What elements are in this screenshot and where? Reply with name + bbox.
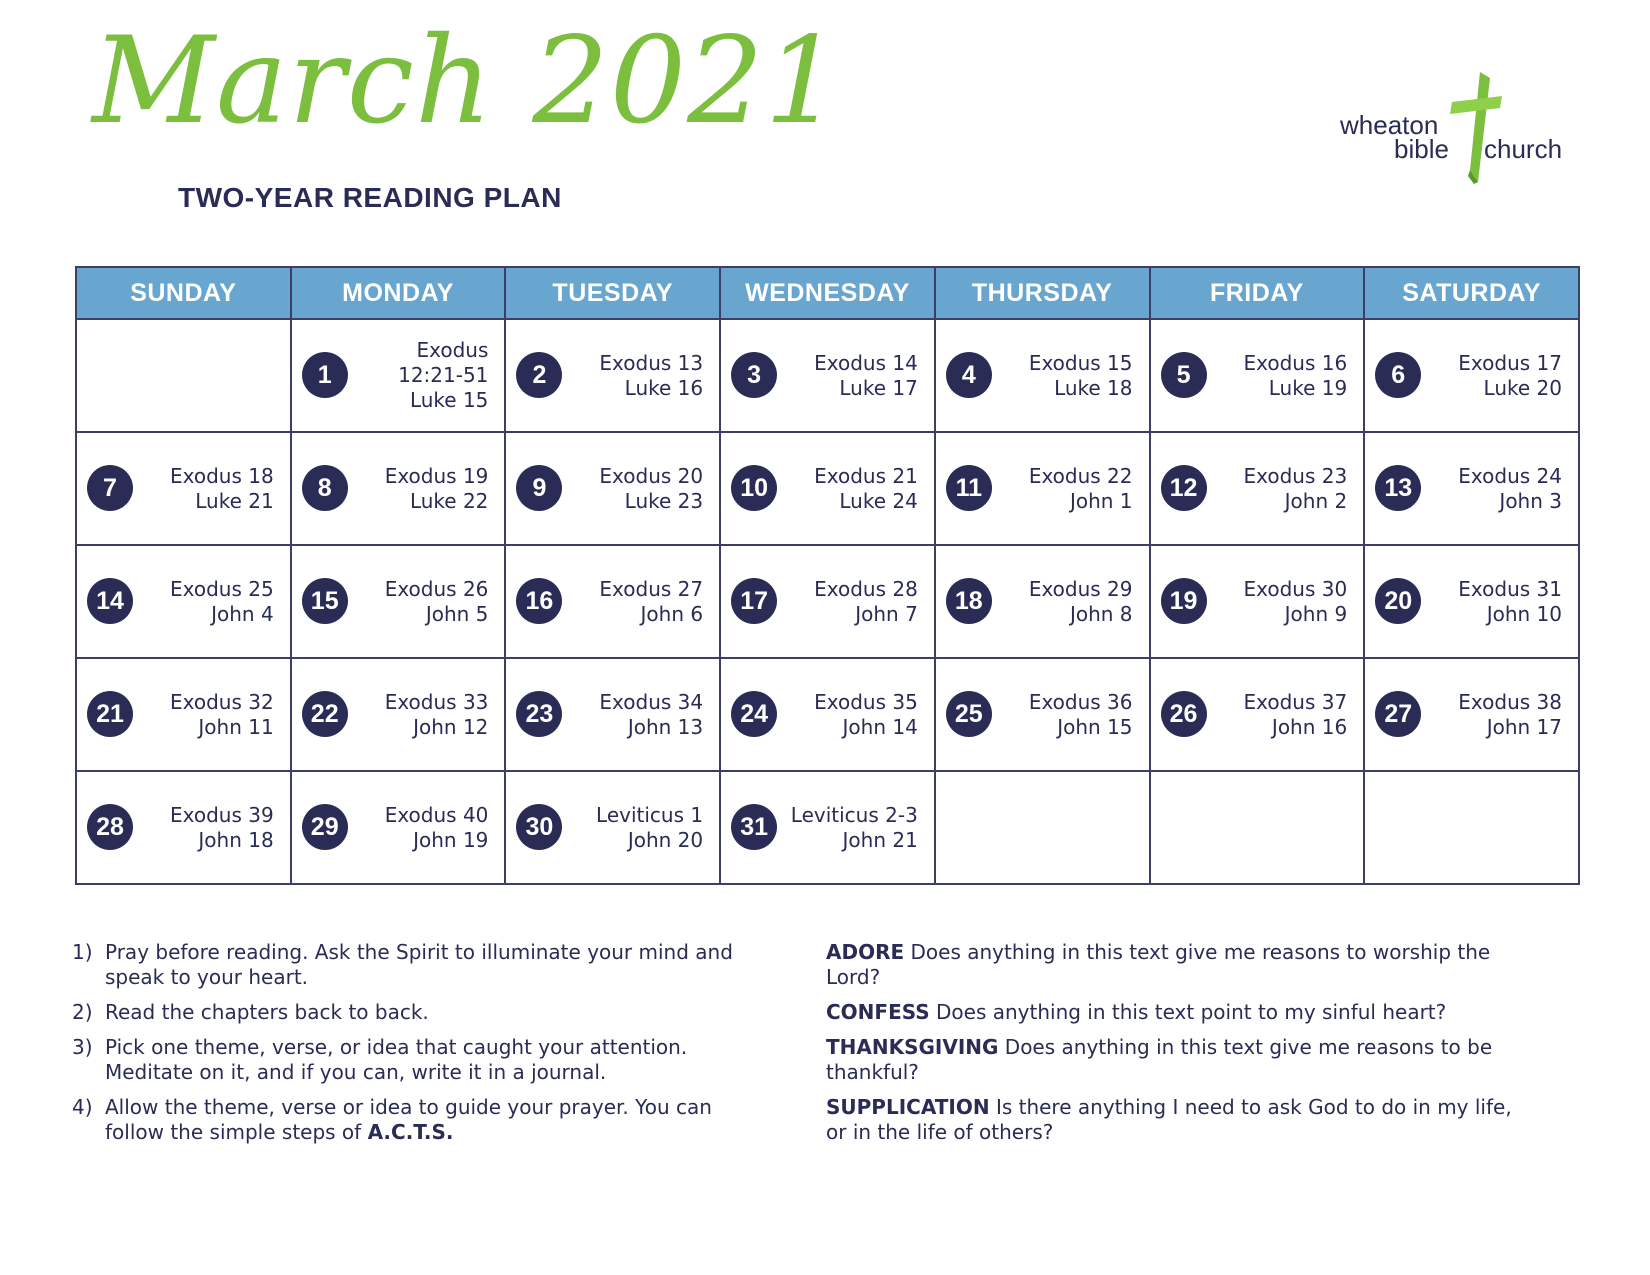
reading-line: Exodus 14: [814, 350, 918, 375]
reading-assignment: [553, 320, 703, 431]
reading-line: Exodus 21: [814, 463, 918, 488]
calendar-day-cell: [291, 319, 506, 432]
weekday-header-monday: MONDAY: [291, 267, 506, 319]
reading-line: Exodus 27: [599, 576, 704, 601]
day-number-badge: 14: [87, 578, 133, 624]
reading-assignment: [124, 659, 274, 770]
logo-word-wheaton: wheaton: [1340, 110, 1439, 140]
reading-line: Exodus 30: [1243, 576, 1348, 601]
reading-line: John 10: [1486, 601, 1562, 626]
reading-line: Luke 15: [409, 388, 489, 412]
reading-assignment: [1197, 433, 1347, 544]
reading-line: Luke 23: [624, 488, 704, 513]
reading-line: Exodus 39: [170, 802, 274, 827]
calendar-day-cell: [720, 319, 935, 432]
reading-assignment: [553, 433, 703, 544]
reading-line: Exodus 28: [814, 576, 918, 601]
calendar-day-cell: [505, 432, 720, 545]
reading-line: John 13: [627, 714, 704, 739]
reading-line: John 9: [1284, 601, 1348, 626]
reading-line: John 14: [842, 714, 918, 739]
reading-line: Leviticus 2-3: [790, 802, 918, 827]
day-number-badge: 11: [946, 465, 992, 511]
reading-line: Exodus 29: [1028, 576, 1133, 601]
reading-line: Exodus 37: [1243, 689, 1348, 714]
weekday-header-friday: FRIDAY: [1150, 267, 1365, 319]
reading-line: Exodus 16: [1243, 350, 1348, 375]
day-number-badge: 4: [946, 352, 992, 398]
weekday-header-wednesday: WEDNESDAY: [720, 267, 935, 319]
calendar-day-cell: [1364, 658, 1579, 771]
acts-item-confess: CONFESS Does anything in this text point to my sinful heart?: [826, 1000, 1447, 1024]
day-number-badge: 12: [1161, 465, 1207, 511]
day-number-badge: 18: [946, 578, 992, 624]
reading-assignment: [1412, 433, 1562, 544]
calendar-day-cell: [291, 432, 506, 545]
weekday-header-thursday: THURSDAY: [935, 267, 1150, 319]
reading-assignment: [1197, 659, 1347, 770]
reading-line: Exodus 19: [384, 463, 489, 488]
day-number-badge: 6: [1375, 352, 1421, 398]
reading-assignment: [338, 320, 488, 431]
reading-assignment: [983, 320, 1133, 431]
calendar-day-cell: [505, 319, 720, 432]
day-number-badge: 10: [731, 465, 777, 511]
weekday-header-saturday: SATURDAY: [1364, 267, 1579, 319]
reading-assignment: [1412, 320, 1562, 431]
calendar-day-cell: [1150, 319, 1365, 432]
day-number-badge: 28: [87, 804, 133, 850]
calendar-body: [76, 319, 1579, 884]
acts-item-adore: ADORE Does anything in this text give me reasons to worship the Lord?: [826, 940, 1491, 989]
day-number-badge: 5: [1161, 352, 1207, 398]
calendar-day-cell: [291, 545, 506, 658]
reading-assignment: [768, 772, 918, 883]
instruction-item: 2) Read the chapters back to back.: [72, 1000, 429, 1024]
acts-item-thanksgiving: THANKSGIVING Does anything in this text give me reasons to be thankful?: [826, 1035, 1493, 1084]
reading-line: Exodus: [416, 338, 489, 362]
reading-assignment: [1197, 546, 1347, 657]
calendar-day-cell: [76, 771, 291, 884]
reading-line: Exodus 35: [814, 689, 918, 714]
calendar-day-cell: [76, 432, 291, 545]
reading-assignment: [983, 659, 1133, 770]
reading-line: Exodus 32: [170, 689, 274, 714]
day-number-badge: 27: [1375, 691, 1421, 737]
page-title: March 2021: [92, 12, 842, 151]
calendar-empty-cell: [76, 319, 291, 432]
reading-line: Exodus 33: [384, 689, 489, 714]
reading-assignment: [338, 659, 488, 770]
calendar-day-cell: [505, 545, 720, 658]
day-number-badge: 23: [516, 691, 562, 737]
calendar-week-row: [76, 432, 1579, 545]
day-number-badge: 2: [516, 352, 562, 398]
reading-line: Leviticus 1: [596, 802, 704, 827]
acts-item-supplication: SUPPLICATION Is there anything I need to ask God to do in my life, or in the life of others?: [826, 1095, 1512, 1144]
reading-line: John 5: [425, 601, 489, 626]
calendar-day-cell: [76, 545, 291, 658]
reading-line: Exodus 24: [1458, 463, 1562, 488]
day-number-badge: 31: [731, 804, 777, 850]
reading-assignment: [1197, 320, 1347, 431]
calendar-day-cell: [1364, 319, 1579, 432]
calendar-empty-cell: [1150, 771, 1365, 884]
calendar-day-cell: [291, 658, 506, 771]
reading-assignment: [768, 433, 918, 544]
reading-assignment: [338, 433, 488, 544]
reading-line: Exodus 31: [1458, 576, 1562, 601]
day-number-badge: 21: [87, 691, 133, 737]
reading-assignment: [1412, 659, 1562, 770]
reading-assignment: [124, 546, 274, 657]
reading-assignment: [124, 772, 274, 883]
day-number-badge: 25: [946, 691, 992, 737]
reading-line: John 1: [1069, 488, 1133, 513]
reading-line: Exodus 23: [1243, 463, 1348, 488]
church-logo: [1340, 64, 1595, 194]
weekday-header-tuesday: TUESDAY: [505, 267, 720, 319]
reading-assignment: [124, 433, 274, 544]
weekday-header-sunday: SUNDAY: [76, 267, 291, 319]
reading-assignment: [338, 546, 488, 657]
reading-line: John 11: [198, 714, 274, 739]
reading-assignment: [553, 546, 703, 657]
calendar-day-cell: [720, 658, 935, 771]
reading-line: 12:21-51: [398, 363, 489, 387]
reading-assignment: [338, 772, 488, 883]
day-number-badge: 9: [516, 465, 562, 511]
reading-line: John 19: [413, 827, 489, 852]
calendar-day-cell: [935, 658, 1150, 771]
logo-word-bible: bible: [1394, 134, 1449, 164]
day-number-badge: 19: [1161, 578, 1207, 624]
reading-line: Exodus 18: [170, 463, 274, 488]
reading-line: John 12: [413, 714, 489, 739]
calendar-week-row: [76, 658, 1579, 771]
reading-line: John 16: [1271, 714, 1348, 739]
reading-line: John 15: [1057, 714, 1133, 739]
calendar-day-cell: [935, 545, 1150, 658]
reading-line: Exodus 22: [1028, 463, 1133, 488]
reading-line: John 21: [842, 827, 918, 852]
reading-line: John 18: [198, 827, 274, 852]
acts-acronym: A.C.T.S.: [367, 1120, 454, 1144]
instruction-item: 4) Allow the theme, verse or idea to guide your prayer. You can follow the simple steps of A.C.T.S.: [72, 1095, 712, 1144]
reading-assignment: [983, 433, 1133, 544]
reading-line: John 8: [1069, 601, 1133, 626]
reading-line: Exodus 34: [599, 689, 704, 714]
day-number-badge: 30: [516, 804, 562, 850]
logo-word-church: church: [1484, 134, 1563, 164]
reading-line: Exodus 40: [384, 802, 489, 827]
reading-line: John 6: [640, 601, 704, 626]
weekday-header-row: [76, 267, 1579, 319]
reading-line: Exodus 15: [1028, 350, 1133, 375]
calendar-day-cell: [1150, 432, 1365, 545]
reading-assignment: [983, 546, 1133, 657]
day-number-badge: 29: [302, 804, 348, 850]
day-number-badge: 15: [302, 578, 348, 624]
reading-assignment: [553, 772, 703, 883]
reading-assignment: [768, 659, 918, 770]
reading-assignment: [768, 546, 918, 657]
cross-icon: [1448, 72, 1504, 184]
reading-line: Exodus 17: [1458, 350, 1562, 375]
calendar-empty-cell: [1364, 771, 1579, 884]
page-subtitle: TWO-YEAR READING PLAN: [178, 182, 562, 213]
reading-assignment: [1412, 546, 1562, 657]
calendar-day-cell: [505, 771, 720, 884]
reading-line: John 3: [1499, 488, 1562, 513]
calendar-week-row: [76, 319, 1579, 432]
calendar-day-cell: [935, 432, 1150, 545]
reading-line: Luke 18: [1054, 375, 1133, 400]
reading-line: Exodus 38: [1458, 689, 1562, 714]
calendar-day-cell: [720, 771, 935, 884]
calendar-table: [75, 266, 1580, 885]
reading-line: John 7: [855, 601, 918, 626]
calendar-empty-cell: [935, 771, 1150, 884]
reading-line: John 20: [627, 827, 704, 852]
calendar-day-cell: [1150, 545, 1365, 658]
day-number-badge: 22: [302, 691, 348, 737]
calendar-week-row: [76, 545, 1579, 658]
calendar-day-cell: [1150, 658, 1365, 771]
reading-line: John 2: [1284, 488, 1348, 513]
reading-line: Exodus 25: [170, 576, 274, 601]
reading-assignment: [553, 659, 703, 770]
day-number-badge: 16: [516, 578, 562, 624]
calendar-day-cell: [505, 658, 720, 771]
day-number-badge: 3: [731, 352, 777, 398]
reading-line: Exodus 20: [599, 463, 704, 488]
calendar-day-cell: [76, 658, 291, 771]
calendar-day-cell: [291, 771, 506, 884]
reading-line: Luke 21: [195, 488, 274, 513]
reading-line: Luke 24: [839, 488, 918, 513]
reading-line: John 17: [1486, 714, 1562, 739]
reading-line: John 4: [211, 601, 274, 626]
day-number-badge: 13: [1375, 465, 1421, 511]
acts-guide: [826, 940, 1536, 1155]
day-number-badge: 24: [731, 691, 777, 737]
day-number-badge: 1: [302, 352, 348, 398]
reading-line: Luke 16: [624, 375, 704, 400]
day-number-badge: 17: [731, 578, 777, 624]
instruction-item: 1) Pray before reading. Ask the Spirit to illuminate your mind and speak to your heart.: [72, 940, 733, 989]
reading-line: Luke 19: [1268, 375, 1348, 400]
day-number-badge: 8: [302, 465, 348, 511]
calendar-day-cell: [935, 319, 1150, 432]
day-number-badge: 7: [87, 465, 133, 511]
reading-instructions: [72, 940, 752, 1155]
day-number-badge: 20: [1375, 578, 1421, 624]
calendar-day-cell: [720, 545, 935, 658]
reading-line: Exodus 26: [384, 576, 489, 601]
reading-assignment: [768, 320, 918, 431]
instruction-item: 3) Pick one theme, verse, or idea that caught your attention. Meditate on it, and if you can, write it in a journal.: [72, 1035, 688, 1084]
reading-line: Exodus 36: [1028, 689, 1133, 714]
calendar-day-cell: [1364, 545, 1579, 658]
reading-line: Luke 22: [409, 488, 489, 513]
reading-line: Exodus 13: [599, 350, 704, 375]
calendar-week-row: [76, 771, 1579, 884]
reading-line: Luke 20: [1483, 375, 1562, 400]
reading-line: Luke 17: [839, 375, 918, 400]
calendar-day-cell: [1364, 432, 1579, 545]
calendar-day-cell: [720, 432, 935, 545]
day-number-badge: 26: [1161, 691, 1207, 737]
